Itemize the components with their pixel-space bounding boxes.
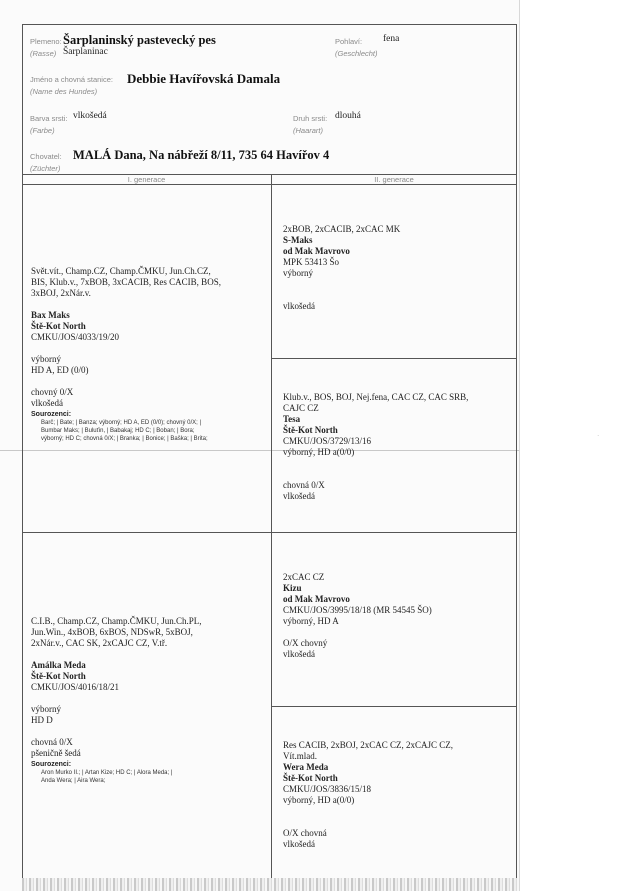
dam-dam-color: vlkošedá bbox=[283, 839, 315, 849]
sire-dam-rating: výborný, HD a(0/0) bbox=[283, 447, 355, 457]
dam-siblings-2: Anda Wera; | Aira Wera; bbox=[41, 778, 106, 784]
breed-value: Šarplaninský pastevecký pes bbox=[63, 33, 216, 47]
dam-sire-breeding: O/X chovný bbox=[283, 638, 328, 648]
scan-speck: · bbox=[597, 432, 600, 440]
dam-health: HD D bbox=[31, 715, 53, 725]
sire-siblings-1: Barč; | Bate; | Banza; výborný; HD A, ED (0/0); chovný 0/X; | bbox=[41, 420, 202, 426]
sire-dam-cell bbox=[283, 392, 513, 502]
dam-sire-name: Kizu bbox=[283, 583, 302, 593]
dam-cell bbox=[31, 616, 267, 785]
parents-divider bbox=[22, 532, 517, 533]
sire-sire-titles: 2xBOB, 2xCACIB, 2xCAC MK bbox=[283, 224, 401, 234]
sire-rating: výborný bbox=[31, 354, 61, 364]
dam-siblings-1: Aron Murko II.; | Artan Kize; HD C; | Alora Meda; | bbox=[41, 770, 173, 776]
sire-dam-reg: CMKU/JOS/3729/13/16 bbox=[283, 436, 372, 446]
sire-sire-name: S-Maks bbox=[283, 235, 313, 245]
sire-sire-rating: výborný bbox=[283, 268, 313, 278]
dam-sire-titles: 2xCAC CZ bbox=[283, 572, 325, 582]
dam-titles-1: C.I.B., Champ.CZ, Champ.ČMKU, Jun.Ch.PL, bbox=[31, 616, 202, 626]
sire-titles-1: Svět.vít., Champ.CZ, Champ.ČMKU, Jun.Ch.CZ, bbox=[31, 266, 211, 276]
sire-name: Bax Maks bbox=[31, 310, 70, 320]
dam-dam-rating: výborný, HD a(0/0) bbox=[283, 795, 355, 805]
dam-titles-3: 2xNár.v., CAC SK, 2xCAJC CZ, V.tř. bbox=[31, 638, 168, 648]
sire-dam-breeding: chovná 0/X bbox=[283, 480, 325, 490]
sire-health: HD A, ED (0/0) bbox=[31, 365, 89, 375]
dam-titles-2: Jun.Win., 4xBOB, 6xBOS, NDSwR, 5xBOJ, bbox=[31, 627, 193, 637]
breeder-label-de: (Züchter) bbox=[30, 164, 61, 173]
sire-dam-color: vlkošedá bbox=[283, 491, 315, 501]
breeder-value: MALÁ Dana, Na nábřeží 8/11, 735 64 Havířov 4 bbox=[73, 148, 330, 162]
dam-divider bbox=[271, 706, 517, 707]
dam-breeding: chovná 0/X bbox=[31, 737, 73, 747]
sire-dam-titles-1: Klub.v., BOS, BOJ, Nej.fena, CAC CZ, CAC SRB, bbox=[283, 392, 469, 402]
dam-dam-titles-2: Vít.mlad. bbox=[283, 751, 317, 761]
gen-header-rule bbox=[22, 184, 517, 185]
sex-label: Pohlaví: bbox=[335, 37, 363, 46]
sire-kennel: Ště-Kot North bbox=[31, 321, 86, 331]
color-value: vlkošedá bbox=[73, 111, 107, 121]
coat-label: Druh srsti: bbox=[293, 114, 328, 123]
gen-divider bbox=[271, 174, 272, 880]
dam-dam-cell bbox=[283, 740, 513, 850]
breeder-label: Chovatel: bbox=[30, 152, 62, 161]
sire-dam-titles-2: CAJC CZ bbox=[283, 403, 319, 413]
dam-sire-reg: CMKU/JOS/3995/18/18 (MR 54545 ŠO) bbox=[283, 605, 432, 615]
dam-reg: CMKU/JOS/4016/18/21 bbox=[31, 682, 120, 692]
sire-siblings-2: Bumbar Maks; | Buluťin, | Babakaj; HD C; | Boban; | Bora; bbox=[41, 428, 195, 434]
dam-name: Amálka Meda bbox=[31, 660, 86, 670]
dam-siblings-label: Sourozenci: bbox=[31, 761, 72, 768]
color-label-de: (Farbe) bbox=[30, 126, 55, 135]
coat-label-de: (Haarart) bbox=[293, 126, 324, 135]
sire-dam-name: Tesa bbox=[283, 414, 301, 424]
dam-color: pšeničně šedá bbox=[31, 748, 81, 758]
sire-color: vlkošedá bbox=[31, 398, 63, 408]
name-label-de: (Name des Hundes) bbox=[30, 87, 98, 96]
generation-2-header: II. generace bbox=[374, 175, 414, 184]
dam-dam-name: Wera Meda bbox=[283, 762, 329, 772]
dam-rating: výborný bbox=[31, 704, 61, 714]
scan-edge-strip bbox=[22, 878, 519, 891]
coat-value: dlouhá bbox=[335, 111, 361, 121]
sire-siblings-label: Sourozenci: bbox=[31, 411, 72, 418]
sire-sire-kennel: od Mak Mavrovo bbox=[283, 246, 350, 256]
sire-sire-color: vlkošedá bbox=[283, 301, 315, 311]
sire-cell bbox=[31, 266, 267, 443]
sire-sire-cell bbox=[283, 224, 513, 312]
dam-dam-breeding: O/X chovná bbox=[283, 828, 327, 838]
sire-reg: CMKU/JOS/4033/19/20 bbox=[31, 332, 120, 342]
sire-titles-2: BIS, Klub.v., 7xBOB, 3xCACIB, Res CACIB, BOS, bbox=[31, 277, 221, 287]
name-label: Jméno a chovná stanice: bbox=[30, 75, 113, 84]
dam-kennel: Ště-Kot North bbox=[31, 671, 86, 681]
dam-sire-rating: výborný, HD A bbox=[283, 616, 339, 626]
dam-sire-color: vlkošedá bbox=[283, 649, 315, 659]
sire-siblings-3: výborný; HD C; chovná 0/X; | Branka; | Bonice; | Baška; | Brita; bbox=[41, 436, 208, 442]
breed-value-alt: Šarplaninac bbox=[63, 47, 108, 57]
sex-label-de: (Geschlecht) bbox=[335, 49, 378, 58]
sire-divider bbox=[271, 358, 517, 359]
dam-dam-kennel: Ště-Kot North bbox=[283, 773, 338, 783]
dam-sire-cell bbox=[283, 572, 513, 660]
dam-dam-reg: CMKU/JOS/3836/15/18 bbox=[283, 784, 372, 794]
breed-label-de: (Rasse) bbox=[30, 49, 57, 58]
sire-breeding: chovný 0/X bbox=[31, 387, 74, 397]
sire-sire-reg: MPK 53413 Šo bbox=[283, 257, 340, 267]
sire-dam-kennel: Ště-Kot North bbox=[283, 425, 338, 435]
sire-titles-3: 3xBOJ, 2xNár.v. bbox=[31, 288, 91, 298]
dam-dam-titles-1: Res CACIB, 2xBOJ, 2xCAC CZ, 2xCAJC CZ, bbox=[283, 740, 454, 750]
color-label: Barva srsti: bbox=[30, 114, 68, 123]
dam-sire-kennel: od Mak Mavrovo bbox=[283, 594, 350, 604]
sex-value: fena bbox=[383, 34, 400, 44]
generation-1-header: I. generace bbox=[127, 175, 166, 184]
dog-name: Debbie Havířovská Damala bbox=[127, 71, 281, 86]
breed-label: Plemeno: bbox=[30, 37, 62, 46]
